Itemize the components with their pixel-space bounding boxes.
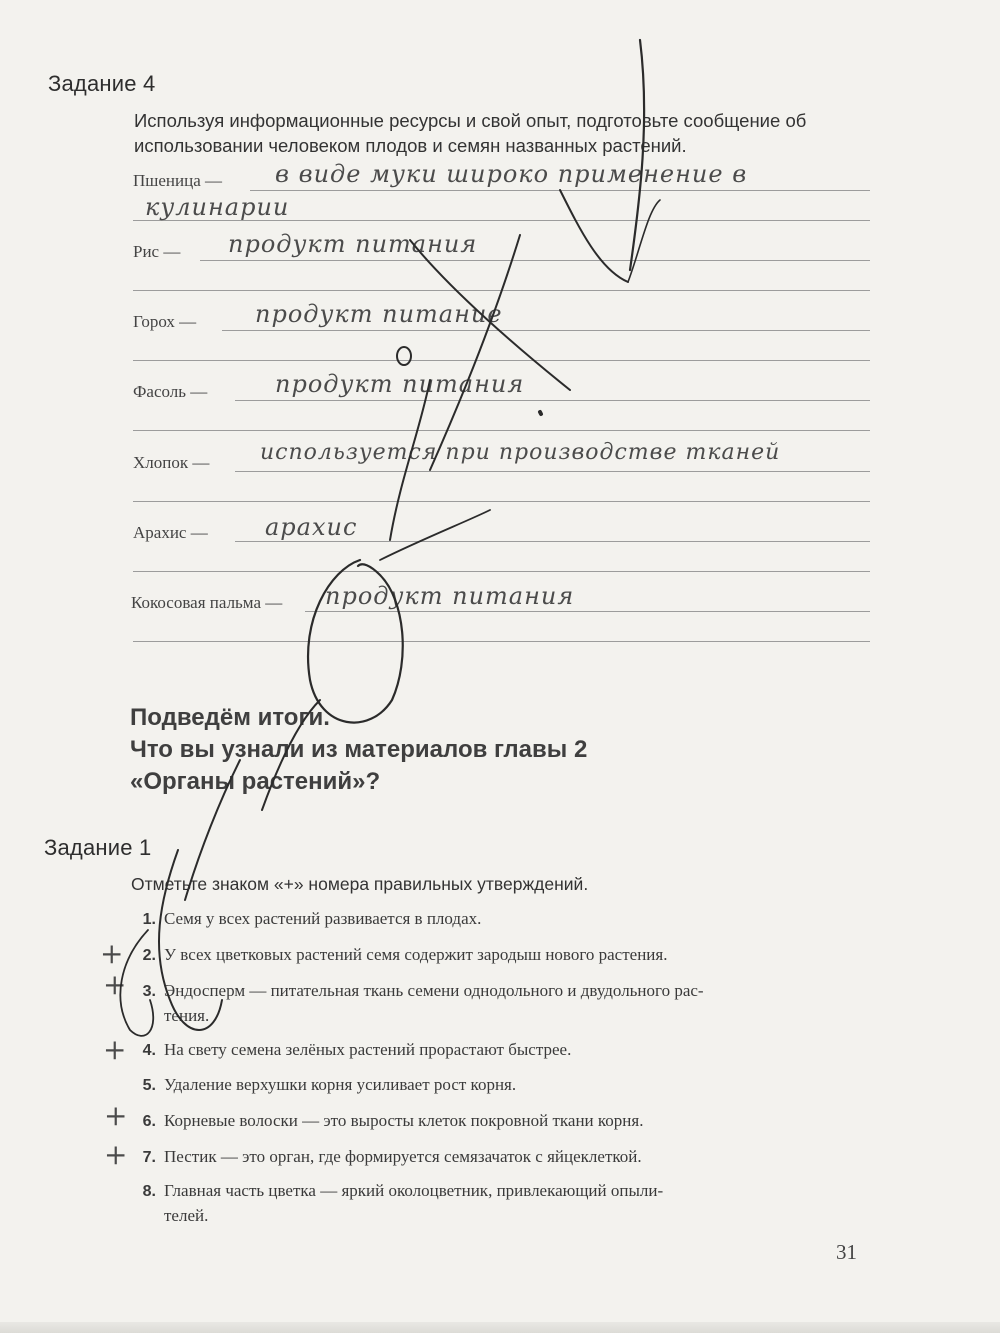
statement-number: 1. xyxy=(142,911,156,928)
answer-line xyxy=(133,290,870,291)
statement-text: Главная часть цветка — яркий околоцветник, привлекающий опыли- xyxy=(164,1181,664,1200)
statement-item xyxy=(126,1038,871,1063)
answer-line xyxy=(133,360,870,361)
row-label-wheat: Пшеница — xyxy=(133,171,223,190)
answer-line xyxy=(250,190,870,191)
statement-text-cont: телей. xyxy=(164,1206,209,1225)
chapter-summary-heading xyxy=(130,702,587,798)
statement-number: 8. xyxy=(142,1183,156,1200)
page-bottom-edge xyxy=(0,1322,1000,1333)
answer-line xyxy=(235,541,870,542)
statement-item xyxy=(126,1179,871,1228)
answer-peanut: арахис xyxy=(265,513,358,541)
answer-line xyxy=(133,571,870,572)
answer-rice: продукт питания xyxy=(228,230,478,258)
statement-text: На свету семена зелёных растений прорастают быстрее. xyxy=(164,1040,572,1059)
summary-line-2: Что вы узнали из материалов главы 2 xyxy=(130,736,588,763)
task4-instruction: Используя информационные ресурсы и свой опыт, подготовьте сообщение об использовании человеком плодов и семян названных растений. xyxy=(134,110,807,156)
summary-line-3: «Органы растений»? xyxy=(130,768,381,795)
task1-instruction: Отметьте знаком «+» номера правильных утверждений. xyxy=(131,874,589,894)
answer-line xyxy=(305,611,870,612)
plus-mark: + xyxy=(104,1138,129,1171)
row-label-peanut: Арахис — xyxy=(133,523,208,542)
statement-number: 4. xyxy=(142,1042,156,1059)
statement-item xyxy=(126,1145,871,1170)
answer-wheat: в виде муки широко применение в xyxy=(275,160,748,188)
statement-item xyxy=(126,907,871,932)
plus-mark: + xyxy=(104,1099,129,1132)
answer-line xyxy=(222,330,870,331)
answer-wheat-cont: кулинарии xyxy=(145,193,290,221)
row-label-pea: Горох — xyxy=(133,312,197,331)
statement-number: 5. xyxy=(142,1077,156,1094)
statement-text: Семя у всех растений развивается в плодах. xyxy=(164,909,482,928)
statement-item xyxy=(126,1109,871,1134)
answer-line xyxy=(133,430,870,431)
statement-text-cont: тения. xyxy=(164,1006,210,1025)
row-label-bean: Фасоль — xyxy=(133,382,208,401)
answer-bean: продукт питания xyxy=(275,370,525,398)
answer-pea: продукт питание xyxy=(255,300,503,328)
answer-line xyxy=(133,641,870,642)
statement-text: У всех цветковых растений семя содержит зародыш нового растения. xyxy=(164,945,668,964)
answer-cotton: используется при производстве тканей xyxy=(260,440,781,465)
row-label-rice: Рис — xyxy=(133,242,181,261)
page-number: 31 xyxy=(836,1240,857,1264)
statement-text: Корневые волоски — это выросты клеток покровной ткани корня. xyxy=(164,1111,644,1130)
answer-line xyxy=(133,501,870,502)
task4-title: Задание 4 xyxy=(48,71,156,96)
statement-item xyxy=(126,943,871,968)
statement-text: Удаление верхушки корня усиливает рост корня. xyxy=(164,1075,517,1094)
plus-mark: + xyxy=(103,1033,128,1066)
row-label-coconut: Кокосовая пальма — xyxy=(131,593,283,612)
statement-text: Пестик — это орган, где формируется семязачаток с яйцеклеткой. xyxy=(164,1147,642,1166)
statement-text: Эндосперм — питательная ткань семени однодольного и двудольного рас- xyxy=(164,981,704,1000)
answer-coconut: продукт питания xyxy=(325,582,575,610)
task1-title: Задание 1 xyxy=(44,835,152,860)
statement-number: 2. xyxy=(142,947,156,964)
summary-line-1: Подведём итоги. xyxy=(130,704,330,731)
statement-item xyxy=(126,979,871,1028)
statement-number: 7. xyxy=(142,1149,156,1166)
statement-number: 3. xyxy=(142,983,156,1000)
statement-number: 6. xyxy=(142,1113,156,1130)
answer-line xyxy=(200,260,870,261)
row-label-cotton: Хлопок — xyxy=(133,453,210,472)
answer-line xyxy=(235,471,870,472)
answer-line xyxy=(235,400,870,401)
statement-item xyxy=(126,1073,871,1098)
plus-mark: + xyxy=(100,937,125,970)
plus-mark: + xyxy=(103,968,128,1001)
